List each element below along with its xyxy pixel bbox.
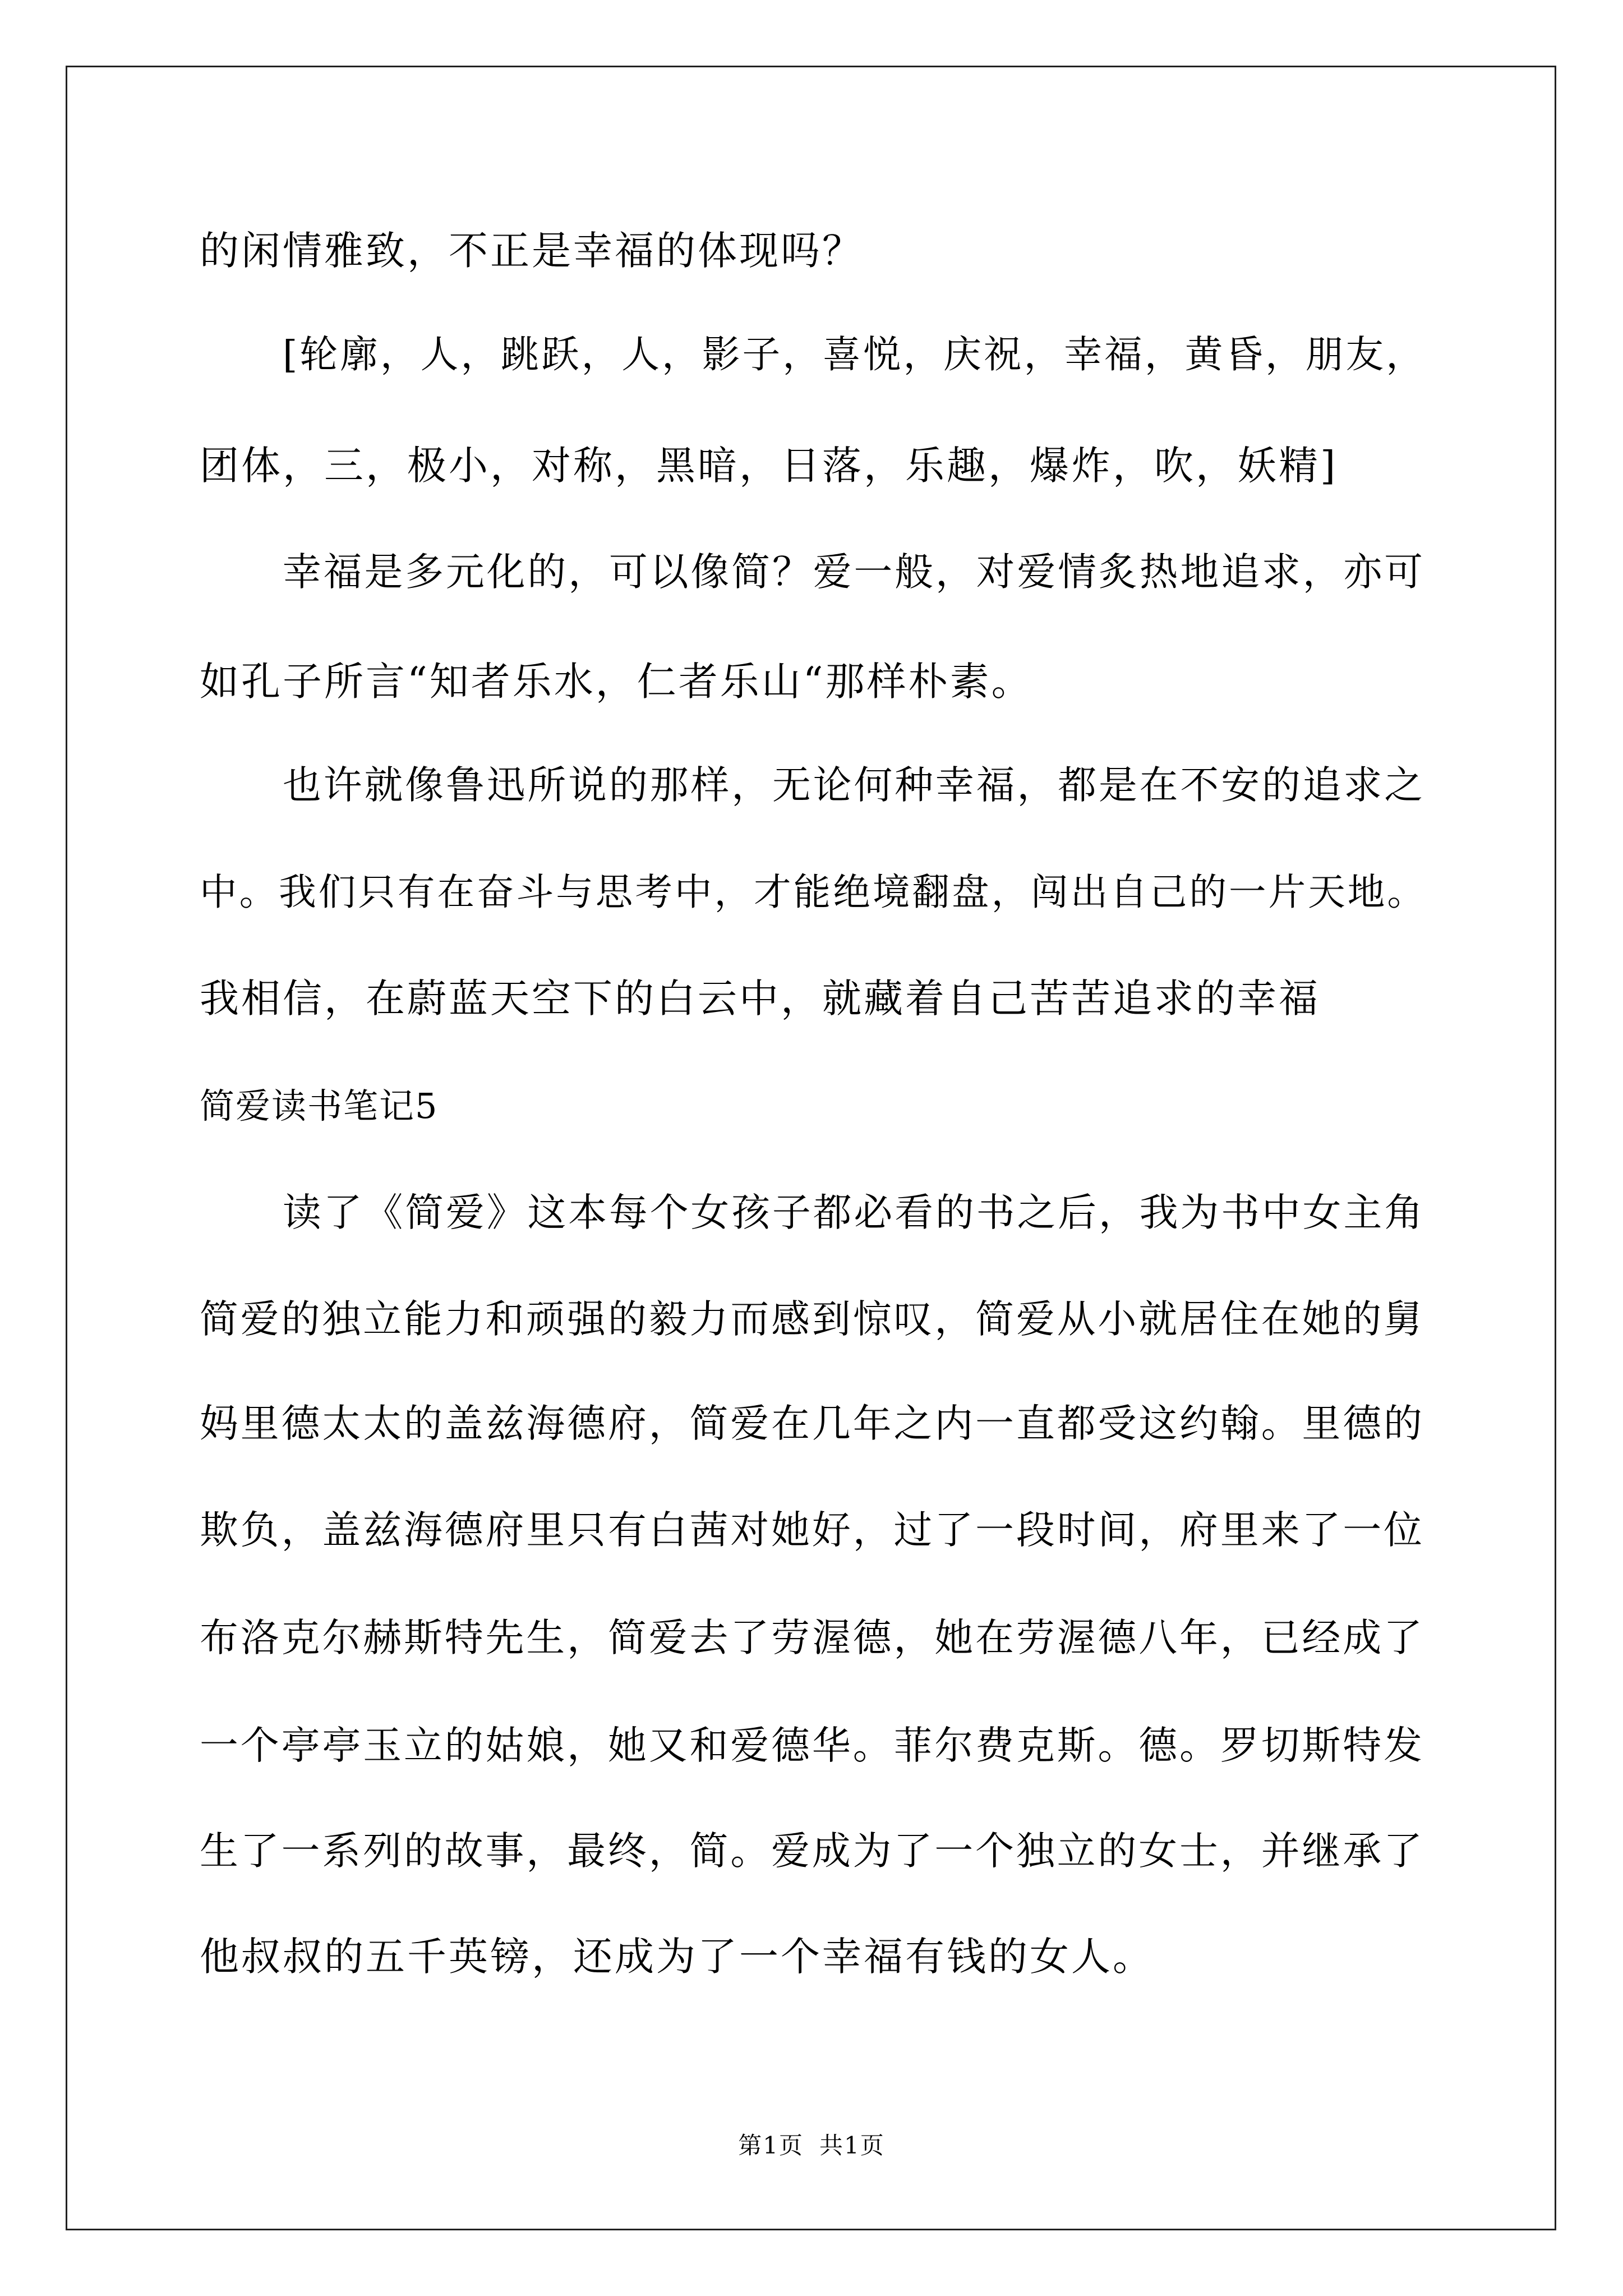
- text-line: 简爱的独立能力和顽强的毅力而感到惊叹，简爱从小就居住在她的舅: [200, 1297, 1424, 1342]
- text-line: 中。我们只有在奋斗与思考中，才能绝境翻盘，闯出自己的一片天地。: [200, 870, 1427, 914]
- page-border: [66, 66, 1556, 2230]
- text-line: 如孔子所言“知者乐水，仁者乐山“那样朴素。: [200, 659, 1033, 705]
- text-line: 生了一系列的故事，最终，简。爱成为了一个独立的女士，并继承了: [200, 1829, 1424, 1874]
- text-line: 幸福是多元化的，可以像简？爱一般，对爱情炙热地追求，亦可: [283, 550, 1425, 595]
- text-line: 一个亭亭玉立的姑娘，她又和爱德华。菲尔费克斯。德。罗切斯特发: [200, 1723, 1424, 1768]
- section-heading: 简爱读书笔记5: [200, 1085, 439, 1126]
- page-number: 第1页: [738, 2132, 804, 2159]
- text-line: 的闲情雅致，不正是幸福的体现吗？: [200, 228, 864, 274]
- text-line: 欺负，盖兹海德府里只有白茜对她好，过了一段时间，府里来了一位: [200, 1508, 1424, 1553]
- text-line: 他叔叔的五千英镑，还成为了一个幸福有钱的女人。: [200, 1934, 1154, 1980]
- text-line: 我相信，在蔚蓝天空下的白云中，就藏着自己苦苦追求的幸福: [200, 976, 1320, 1022]
- text-line: 团体，三，极小，对称，黑暗，日落，乐趣，爆炸，吹，妖精]: [200, 443, 1338, 489]
- text-line: 读了《简爱》这本每个女孩子都必看的书之后，我为书中女主角: [283, 1190, 1425, 1235]
- page-total: 共1页: [819, 2132, 885, 2159]
- text-line: 妈里德太太的盖兹海德府，简爱在几年之内一直都受这约翰。里德的: [200, 1401, 1424, 1446]
- page-footer: [0, 2134, 1623, 2157]
- text-line: 也许就像鲁迅所说的那样，无论何种幸福，都是在不安的追求之: [283, 763, 1425, 808]
- text-line: [轮廓，人，跳跃，人，影子，喜悦，庆祝，幸福，黄昏，朋友，: [283, 332, 1426, 376]
- text-line: 布洛克尔赫斯特先生，简爱去了劳渥德，她在劳渥德八年，已经成了: [200, 1616, 1424, 1660]
